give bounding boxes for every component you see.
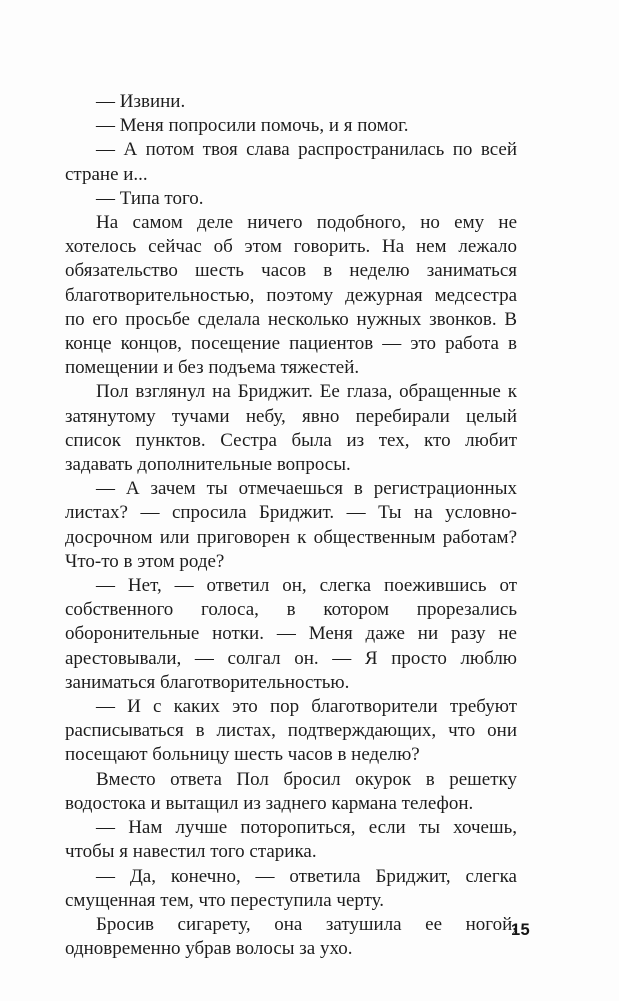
paragraph: — Да, конечно, — ответила Бриджит, слегка смущенная тем, что переступила черту. (65, 865, 517, 911)
paragraph: Вместо ответа Пол бросил окурок в решетку водостока и вытащил из заднего кармана телефон. (65, 768, 517, 814)
paragraph: — Типа того. (96, 187, 204, 209)
page-text (65, 90, 517, 961)
paragraph: — А потом твоя слава распространилась по всей стране и... (65, 139, 517, 185)
page-number: 15 (511, 921, 530, 939)
paragraph: Бросив сигарету, она затушила ее ногой, одновременно убрав волосы за ухо. (65, 913, 517, 960)
paragraph: Пол взглянул на Бриджит. Ее глаза, обращенные к затянутому тучами небу, явно перебирали целый список пунктов. Сестра была из тех, кто любит задавать дополнительные вопросы. (65, 381, 517, 476)
paragraph: — Меня попросили помочь, и я помог. (96, 115, 409, 137)
paragraph: На самом деле ничего подобного, но ему не хотелось сейчас об этом говорить. На нем лежало обязательство шесть часов в неделю заниматься благотворительностью, поэтому дежурная медсестра по его просьбе сделала несколько нужных звонков. В конце концов, посещение пациентов — это работа в помещении и без подъема тяжестей. (65, 212, 517, 379)
paragraph: — Нет, — ответил он, слегка поежившись от собственного голоса, в котором прорезались оборонительные нотки. — Меня даже ни разу не арестовывали, — солгал он. — Я просто люблю заниматься благотворительностью. (65, 575, 517, 693)
paragraph: — А зачем ты отмечаешься в регистрационных листах? — спросила Бриджит. — Ты на условно-досрочном или приговорен к общественным работам? Что-то в этом роде? (65, 478, 517, 572)
paragraph: — Нам лучше поторопиться, если ты хочешь, чтобы я навестил того старика. (65, 817, 517, 863)
paragraph: — Извини. (96, 91, 186, 112)
paragraph: — И с каких это пор благотворители требуют расписываться в листах, подтверждающих, что они посещают больницу шесть часов в неделю? (65, 696, 517, 766)
